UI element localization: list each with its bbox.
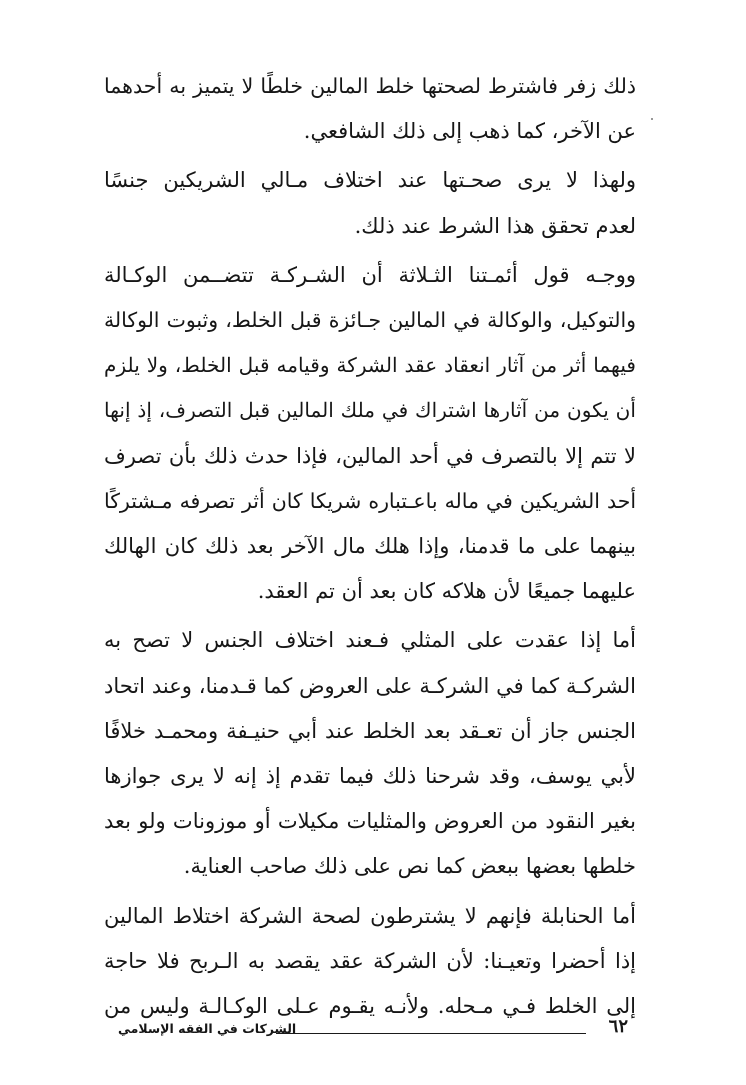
text-line: أما إذا عقدت على المثلي فـعند اختلاف الجنس لا تصح به [104,628,636,653]
text-line: لأبي يوسف، وقد شرحنا ذلك فيما تقدم إذ إنه لا يرى جوازها [104,764,636,789]
text-line: عن الآخر، كما ذهب إلى ذلك الشافعي. [303,119,636,144]
page-number: ٦٢ [608,1016,628,1037]
page-footer [0,1012,746,1052]
scan-speck [651,118,653,120]
text-line: الشركـة كما في الشركـة على العروض كما قـدمنا، وعند اتحاد [104,673,636,698]
text-line: عليهما جميعًا لأن هلاكه كان بعد أن تم العقد. [257,579,636,604]
text-line: ذلك زفر فاشترط لصحتها خلط المالين خلطًا لا يتميز به أحدهما [104,74,636,98]
text-line: ووجـه قول أئمـتنا الثـلاثة أن الشـركـة تتضــمن الوكـالة [104,262,636,287]
text-line: بينهما على ما قدمنا، وإذا هلك مال الآخر بعد ذلك كان الهالك [104,534,636,559]
text-line: أما الحنابلة فإنهم لا يشترطون لصحة الشركة اختلاط المالين [104,903,636,928]
text-line: لا تتم إلا بالتصرف في أحد المالين، فإذا حدث ذلك بأن تصرف [104,443,636,468]
text-line: إلى الخلط فـي مـحله. ولأنـه يقـوم عـلى الوكـالـة وليس من [104,994,636,1019]
text-line: بغير النقود من العروض والمثليات مكيلات أو موزونات ولو بعد [104,809,636,834]
text-line: إذا أحضرا وتعيـنا: لأن الشركة عقد يقصد به الـربح فلا حاجة [104,948,636,973]
text-line: ولهذا لا يرى صحـتها عند اختلاف مـالي الشريكين جنسًا [104,168,636,193]
running-title: الشركات في الفقه الإسلامي [118,1021,297,1036]
footer-divider [276,1033,586,1034]
paragraph [104,158,636,248]
text-line: الجنس جاز أن تعـقد بعد الخلط عند أبي حنيـفة ومحمـد خلافًا [104,718,636,743]
text-line: والتوكيل، والوكالة في المالين جـائزة قبل الخلط، وثبوت الوكالة [104,308,636,333]
text-line: فيهما أثر من آثار انعقاد عقد الشركة وقيامه قبل الخلط، ولا يلزم [104,353,636,378]
paragraph [104,894,636,1030]
text-line: أحد الشريكين في ماله باعـتباره شريكا كان أثر تصرفه مـشتركًا [104,488,636,513]
text-line: لعدم تحقق هذا الشرط عند ذلك. [354,213,636,238]
paragraph [104,618,636,889]
body-text [104,64,636,1029]
text-line: خلطها بعضها ببعض كما نص على ذلك صاحب العناية. [183,854,636,879]
paragraph [104,253,636,615]
text-line: أن يكون من آثارها اشتراك في ملك المالين قبل التصرف، إذ إنها [104,398,636,423]
paragraph [104,64,636,154]
